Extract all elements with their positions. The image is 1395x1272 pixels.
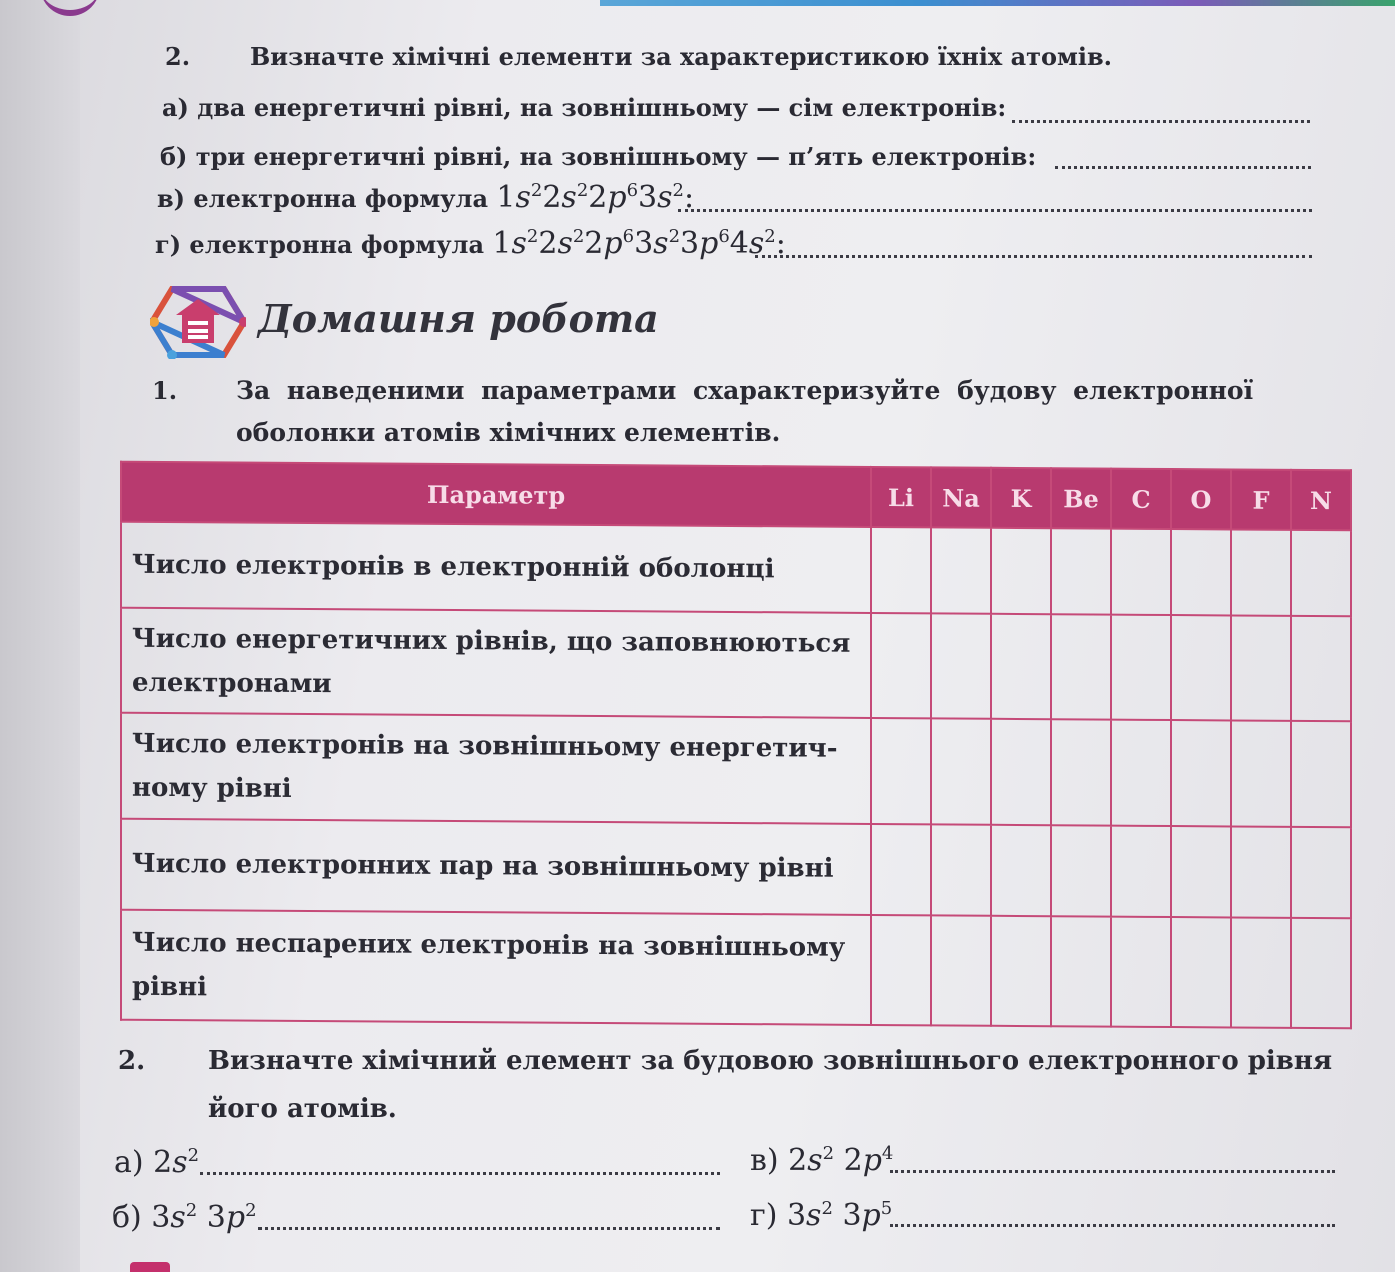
answer-line-g[interactable] — [755, 255, 1312, 258]
header-element: Na — [931, 467, 991, 527]
answer-line-b[interactable] — [1055, 166, 1311, 169]
hw-task2-item-b: б) $3s^2$ $3p^2$ — [112, 1200, 257, 1235]
table-row — [121, 522, 1351, 617]
table-row — [121, 608, 1351, 721]
header-element: O — [1171, 469, 1231, 529]
answer-cell[interactable] — [1171, 720, 1231, 827]
table-row — [121, 819, 1351, 918]
answer-cell[interactable] — [931, 915, 991, 1026]
header-param: Параметр — [121, 462, 871, 527]
answer-cell[interactable] — [871, 613, 931, 718]
task2-title: Визначте хімічні елементи за характеристикою їхніх атомів. — [250, 42, 1113, 71]
answer-cell[interactable] — [871, 824, 931, 915]
answer-cell[interactable] — [1291, 721, 1351, 828]
header-element: Li — [871, 467, 931, 527]
hw-task2-item-g: г) $3s^2$ $3p^5$ — [750, 1198, 893, 1233]
row-param-label: Число електронних пар на зовнішньому рівні — [121, 819, 871, 915]
row-param-label: Число неспарених електронів на зовнішньому рівні — [121, 909, 871, 1025]
answer-line-hw-v[interactable] — [890, 1170, 1335, 1173]
top-color-strip — [600, 0, 1395, 6]
element-parameters-table — [120, 461, 1352, 1030]
header-element: N — [1291, 470, 1351, 530]
table-header-row — [121, 462, 1351, 531]
answer-cell[interactable] — [931, 718, 991, 825]
hw-task1-title-line2: оболонки атомів хімічних елементів. — [236, 418, 781, 447]
hw-task2-title-line1: Визначте хімічний елемент за будовою зовнішнього електронного рівня — [208, 1046, 1333, 1076]
row-param-label: Число електронів на зовнішньому енергетич- ному рівні — [121, 712, 871, 824]
task2-item-b: б) три енергетичні рівні, на зовнішньому — п’ять електронів: — [160, 142, 1037, 171]
answer-cell[interactable] — [1111, 826, 1171, 917]
task2-item-g-label: г) електронна формула $1s^22s^22p^63s^23p^64s^2$: — [155, 226, 786, 261]
header-element: C — [1111, 469, 1171, 529]
hw-task2-item-v: в) $2s^2$ $2p^4$ — [750, 1143, 894, 1178]
answer-cell[interactable] — [871, 914, 931, 1025]
answer-cell[interactable] — [1231, 616, 1291, 721]
answer-cell[interactable] — [1171, 529, 1231, 616]
table-row — [121, 712, 1351, 827]
answer-cell[interactable] — [1111, 615, 1171, 720]
answer-cell[interactable] — [1111, 529, 1171, 616]
answer-cell[interactable] — [1171, 615, 1231, 720]
answer-cell[interactable] — [931, 614, 991, 719]
header-element: Be — [1051, 468, 1111, 528]
task2-item-a: а) два енергетичні рівні, на зовнішньому — сім електронів: — [162, 93, 1007, 122]
answer-cell[interactable] — [1231, 827, 1291, 918]
answer-cell[interactable] — [1171, 917, 1231, 1028]
header-element: K — [991, 468, 1051, 528]
answer-cell[interactable] — [1111, 916, 1171, 1027]
answer-cell[interactable] — [1291, 827, 1351, 918]
answer-line-hw-a[interactable] — [200, 1172, 720, 1175]
answer-cell[interactable] — [991, 825, 1051, 916]
answer-cell[interactable] — [1051, 615, 1111, 720]
hw-task1-title-line1: За наведеними параметрами схарактеризуйте будову електронної — [236, 376, 1254, 405]
house-icon — [150, 285, 246, 359]
answer-line-a[interactable] — [1012, 120, 1310, 123]
answer-line-hw-g[interactable] — [890, 1224, 1335, 1227]
answer-cell[interactable] — [991, 528, 1051, 615]
answer-cell[interactable] — [991, 614, 1051, 719]
task2-item-v-label: в) електронна формула $1s^22s^22p^63s^2$: — [157, 180, 695, 215]
answer-cell[interactable] — [931, 527, 991, 614]
homework-title: Домашня робота — [258, 296, 659, 341]
answer-cell[interactable] — [931, 825, 991, 916]
answer-line-hw-b[interactable] — [258, 1227, 720, 1230]
answer-cell[interactable] — [1291, 917, 1351, 1028]
answer-cell[interactable] — [1291, 616, 1351, 721]
answer-cell[interactable] — [1231, 720, 1291, 827]
answer-cell[interactable] — [1231, 917, 1291, 1028]
hw-task2-title-line2: його атомів. — [208, 1094, 397, 1124]
answer-cell[interactable] — [1051, 825, 1111, 916]
answer-cell[interactable] — [1051, 719, 1111, 826]
answer-cell[interactable] — [1051, 528, 1111, 615]
hw-task2-item-a: а) $2s^2$ — [114, 1145, 200, 1180]
hw-task1-number: 1. — [152, 376, 178, 405]
answer-line-v[interactable] — [678, 209, 1312, 212]
answer-cell[interactable] — [1051, 916, 1111, 1027]
answer-cell[interactable] — [991, 719, 1051, 826]
task2-number: 2. — [165, 42, 191, 71]
table-row — [121, 909, 1351, 1028]
answer-cell[interactable] — [1231, 529, 1291, 616]
answer-cell[interactable] — [1291, 530, 1351, 617]
hw-task2-number: 2. — [118, 1046, 146, 1076]
answer-cell[interactable] — [1111, 719, 1171, 826]
bottom-tab-marker — [130, 1262, 170, 1272]
row-param-label: Число енергетичних рівнів, що заповнюються електронами — [121, 608, 871, 718]
answer-cell[interactable] — [991, 915, 1051, 1026]
answer-cell[interactable] — [871, 718, 931, 825]
row-param-label: Число електронів в електронній оболонці — [121, 522, 871, 614]
header-element: F — [1231, 469, 1291, 529]
answer-cell[interactable] — [1171, 826, 1231, 917]
book-spine-shadow — [0, 0, 80, 1272]
answer-cell[interactable] — [871, 527, 931, 614]
